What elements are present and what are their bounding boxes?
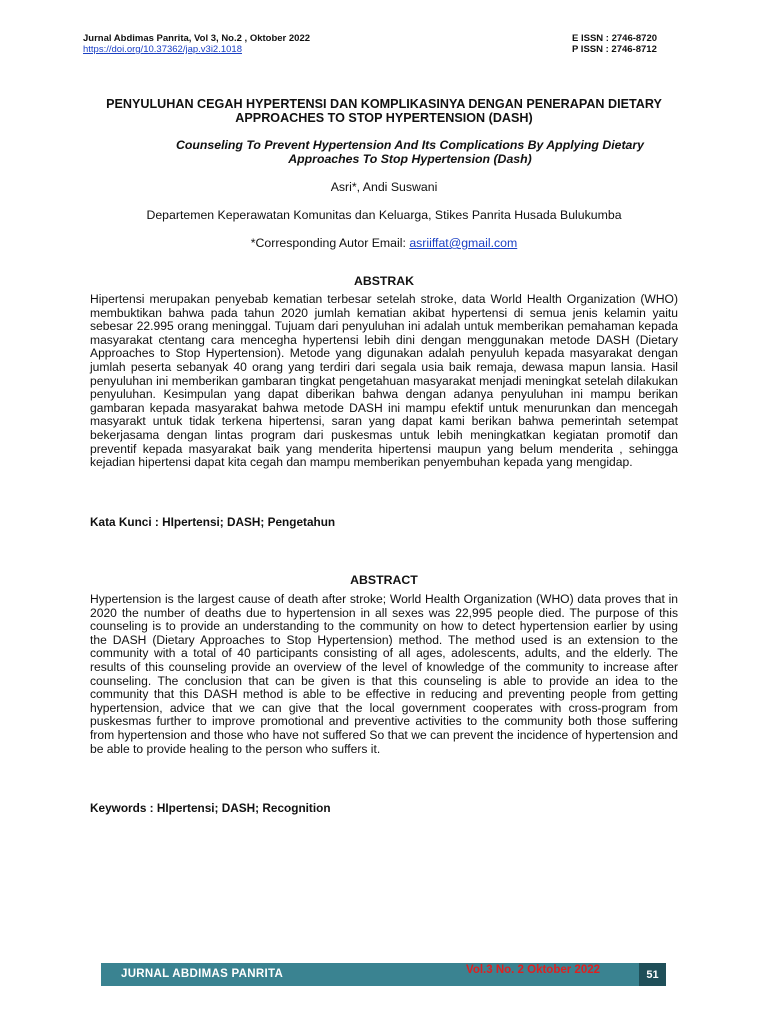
- abstract-heading: ABSTRACT: [350, 573, 418, 587]
- paper-subtitle: Counseling To Prevent Hypertension And Its Complications By Applying Dietary Approaches To Stop Hypertension (Dash): [175, 138, 645, 166]
- keywords: Keywords : HIpertensi; DASH; Recognition: [90, 801, 331, 815]
- authors: Asri*, Andi Suswani: [330, 180, 438, 194]
- abstract-text: Hypertension is the largest cause of death after stroke; World Health Organization (WHO) data proves that in 2020 the number of deaths due to hypertension in all sexes was 22,995 people died. The purpose of this counseling is to provide an understanding to the community on how to detect hypertension earlier by using the DASH (Dietary Approaches to Stop Hypertension) method. The method used is an extension to the community with a total of 40 participants consisting of all ages, adolescents, adults, and the elderly. The results of this counseling provide an overview of the level of knowledge of the community to increase after counseling. The conclusion that can be given is that this counseling is able to provide an idea to the community that this DASH method is able to be effective in reducing and preventing people from getting hypertension, advice that we can give that the local government cooperates with cross-program from puskesmas further to improve promotional and preventive activities to the community both those suffering from hypertension and those who have not suffered So that we can prevent the incidence of hypertension and be able to provide healing to the person who suffers it.: [90, 592, 678, 756]
- doi-link[interactable]: https://doi.org/10.37362/jap.v3i2.1018: [83, 44, 242, 55]
- footer-journal-name: JURNAL ABDIMAS PANRITA: [121, 968, 284, 980]
- kata-kunci: Kata Kunci : HIpertensi; DASH; Pengetahun: [90, 515, 336, 529]
- email-link[interactable]: asriiffat@gmail.com: [409, 236, 518, 250]
- journal-citation: Jurnal Abdimas Panrita, Vol 3, No.2 , Oktober 2022: [83, 33, 311, 44]
- affiliation: Departemen Keperawatan Komunitas dan Keluarga, Stikes Panrita Husada Bulukumba: [146, 208, 622, 222]
- corresponding-label: *Corresponding Autor Email:: [250, 236, 410, 250]
- p-issn: P ISSN : 2746-8712: [572, 44, 657, 55]
- page-number: 51: [639, 963, 666, 986]
- abstrak-text: Hipertensi merupakan penyebab kematian terbesar setelah stroke, data World Health Organization (WHO) membuktikan bahwa pada tahun 2020 jumlah kematian akibat hypertensi di semua jenis kelamin yaitu sebesar 22.995 orang meninggal. Tujuam dari penyuluhan ini adalah untuk memberikan pemahaman kepada masyarakat ctentang cara mencegha hypertensi lebih dini dengan menggunakan metode DASH (Dietary Approaches to Stop Hypertension). Metode yang digunakan adalah penyuluh kepada masyarakat dengan jumlah peserta sebanyak 40 orang yang terdiri dari segala usia baik remaja, dewasa mapun lansia. Hasil penyuluhan ini memberikan gambaran tingkat pengetahuan masyarakat menjadi meningkat setelah dilakukan penyuluhan. Kesimpulan yang dapat diberikan bahwa dengan adanya penyuluhan ini mampu berikan gambaran kepada masyarakat bahwa metode DASH ini mampu efektif untuk menurunkan dan mencegah masyarakt untuk tidak terkena hipertensi, saran yang dapat kami berikan bahwa pemerintah setempat bekerjasama dengan lintas program dari puskesmas untuk lebih meningkatkan kegiatan promotif dan preventif kepada masyarakat baik yang menderita hipertensi maupun yang belum menderita , sehingga kejadian hipertensi dapat kita cegah dan mampu memberikan penyembuhan kepada yang mengidap.: [90, 292, 678, 470]
- e-issn: E ISSN : 2746-8720: [572, 33, 658, 44]
- footer-volume: Vol.3 No. 2 Oktober 2022: [466, 964, 601, 976]
- abstrak-heading: ABSTRAK: [353, 274, 415, 288]
- corresponding-author: [0, 236, 768, 251]
- paper-title: PENYULUHAN CEGAH HYPERTENSI DAN KOMPLIKASINYA DENGAN PENERAPAN DIETARY APPROACHES TO STOP HYPERTENSION (DASH): [106, 97, 662, 125]
